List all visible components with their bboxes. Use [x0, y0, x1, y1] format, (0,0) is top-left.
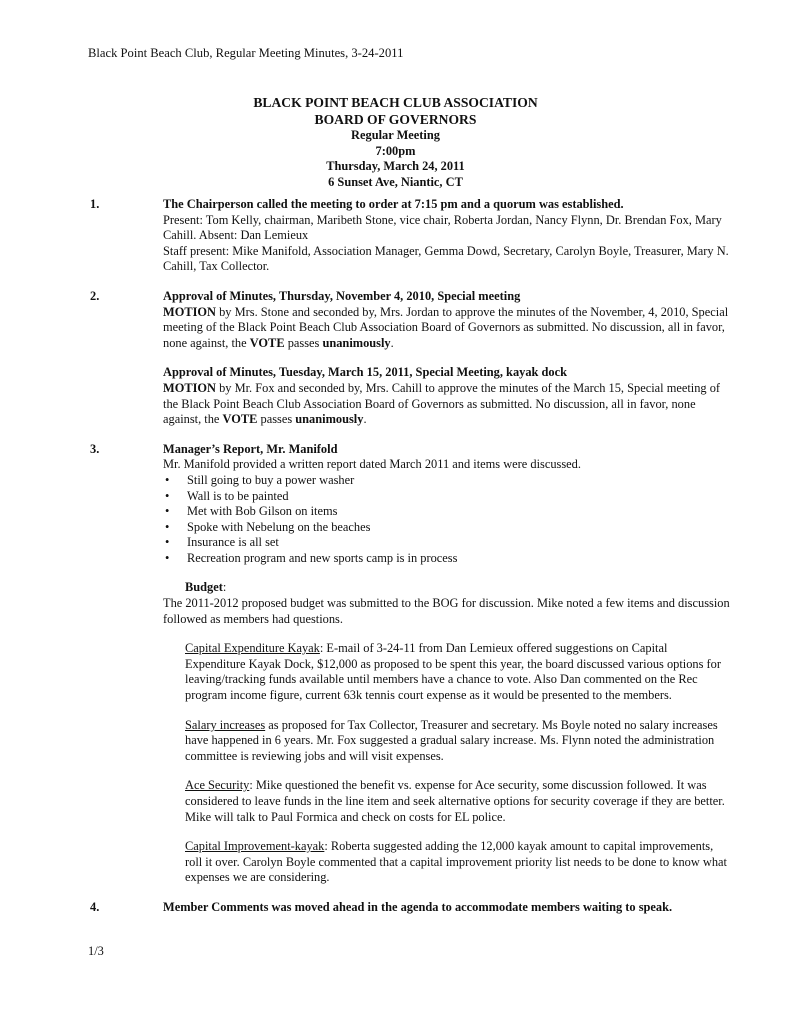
bullet-icon: •: [165, 550, 170, 565]
list-item: • Recreation program and new sports camp is in process: [165, 550, 458, 565]
report-bullet-list: [163, 473, 730, 567]
bullet-icon: •: [165, 535, 170, 550]
bullet-icon: •: [165, 488, 170, 503]
title-block: [0, 94, 791, 190]
salary-paragraph: Salary increases as proposed for Tax Collector, Treasurer and secretary. Ms Boyle noted no salary increases have happened in 6 years. Mr. Fox suggested a gradual salary increase. Ms. Flynn noted the administration committee is reviewing jobs and will visit expenses.: [185, 717, 718, 763]
title-association: BLACK POINT BEACH CLUB ASSOCIATION: [253, 95, 538, 110]
attendance-present: Present: Tom Kelly, chairman, Maribeth Stone, vice chair, Roberta Jordan, Nancy Flynn, Dr. Brendan Fox, Mary Cahill. Absent: Dan Lemieux: [163, 212, 722, 243]
agenda-item-3: 3. Manager’s Report, Mr. Manifold Mr. Manifold provided a written report dated March 2011 and items were discussed. • Still going to buy a power washer • Wall is to be painted • Met with Bob Gilson on items • Spoke with Nebelung on the beaches • Insurance is all set • Recreation program and new sports camp is in process Budget: The 2011-2012 proposed budget was submitted to the BOG for discussion. Mike noted a few items and discussion followed as members had questions.: [90, 441, 730, 626]
capital-improvement-paragraph: Capital Improvement-kayak: Roberta suggested adding the 12,000 kayak amount to capital improvements, roll it over. Carolyn Boyle commented that a capital improvement priority list needs to be done to know what expenses we are considering.: [185, 839, 727, 885]
kayak-paragraph: Capital Expenditure Kayak: E-mail of 3-24-11 from Dan Lemieux offered suggestions on Capital Expenditure Kayak Dock, $12,000 as proposed to be spent this year, the board discussed various options for leaving/tracking funds available until members have a chance to vote. Also Dan commented on the Rec program income figure, current 63k tennis court expense as it would be presented to the members.: [185, 641, 721, 703]
page-number: 1/3: [88, 944, 104, 958]
title-meeting-type: Regular Meeting: [351, 128, 440, 142]
title-board: BOARD OF GOVERNORS: [314, 112, 477, 127]
ace-security-paragraph: Ace Security: Mike questioned the benefit vs. expense for Ace security, some discussion followed. It was considered to leave funds in the line item and seek alternative options for security coverage if they are better. Mike will talk to Paul Formica and check on costs for EL police.: [185, 778, 725, 824]
item-number: 3.: [90, 441, 100, 456]
minutes-body: [90, 197, 730, 916]
budget-subsections: [90, 627, 730, 886]
list-item: • Wall is to be painted: [165, 488, 289, 503]
list-item: • Insurance is all set: [165, 535, 279, 550]
item-heading: Member Comments was moved ahead in the agenda to accommodate members waiting to speak.: [163, 899, 673, 914]
item-number: 4.: [90, 899, 100, 914]
title-date: Thursday, March 24, 2011: [326, 159, 465, 174]
budget-paragraph: The 2011-2012 proposed budget was submitted to the BOG for discussion. Mike noted a few items and discussion followed as members had questions.: [163, 596, 730, 626]
bullet-icon: •: [165, 504, 170, 519]
item-number: 2.: [90, 288, 100, 303]
agenda-item-1: [90, 197, 730, 275]
running-header: Black Point Beach Club, Regular Meeting Minutes, 3-24-2011: [88, 46, 404, 60]
report-intro: Mr. Manifold provided a written report dated March 2011 and items were discussed.: [163, 457, 581, 472]
list-item: • Still going to buy a power washer: [165, 472, 355, 487]
agenda-item-4: [90, 900, 730, 916]
bullet-icon: •: [165, 519, 170, 534]
agenda-item-2: [90, 289, 730, 428]
list-item: • Met with Bob Gilson on items: [165, 504, 338, 519]
item-heading: The Chairperson called the meeting to order at 7:15 pm and a quorum was established.: [163, 197, 624, 211]
list-item: • Spoke with Nebelung on the beaches: [165, 519, 371, 534]
attendance-staff: Staff present: Mike Manifold, Association Manager, Gemma Dowd, Secretary, Carolyn Boyle, Treasurer, Mary N. Cahill, Tax Collector.: [163, 243, 729, 274]
title-location: 6 Sunset Ave, Niantic, CT: [328, 174, 463, 189]
motion-paragraph: MOTION by Mrs. Stone and seconded by, Mrs. Jordan to approve the minutes of the November, 4, 2010, Special meeting of the Black Point Beach Club Association Board of Governors as submitted. No discussion, all in favor, none against, the VOTE passes unanimously.: [163, 304, 729, 350]
title-time: 7:00pm: [375, 143, 416, 158]
item-subheading: Approval of Minutes, Tuesday, March 15, 2011, Special Meeting, kayak dock: [163, 365, 567, 380]
item-heading: Approval of Minutes, Thursday, November 4, 2010, Special meeting: [163, 288, 521, 303]
item-heading: Manager’s Report, Mr. Manifold: [163, 441, 338, 456]
budget-heading: Budget: [185, 580, 223, 595]
item-number: 1.: [90, 197, 100, 211]
bullet-icon: •: [165, 472, 170, 487]
motion-paragraph: MOTION by Mr. Fox and seconded by, Mrs. Cahill to approve the minutes of the March 15, Special meeting of the Black Point Beach Club Association Board of Governors as submitted. No discussion, all in favor, none against, the VOTE passes unanimously.: [163, 380, 721, 427]
